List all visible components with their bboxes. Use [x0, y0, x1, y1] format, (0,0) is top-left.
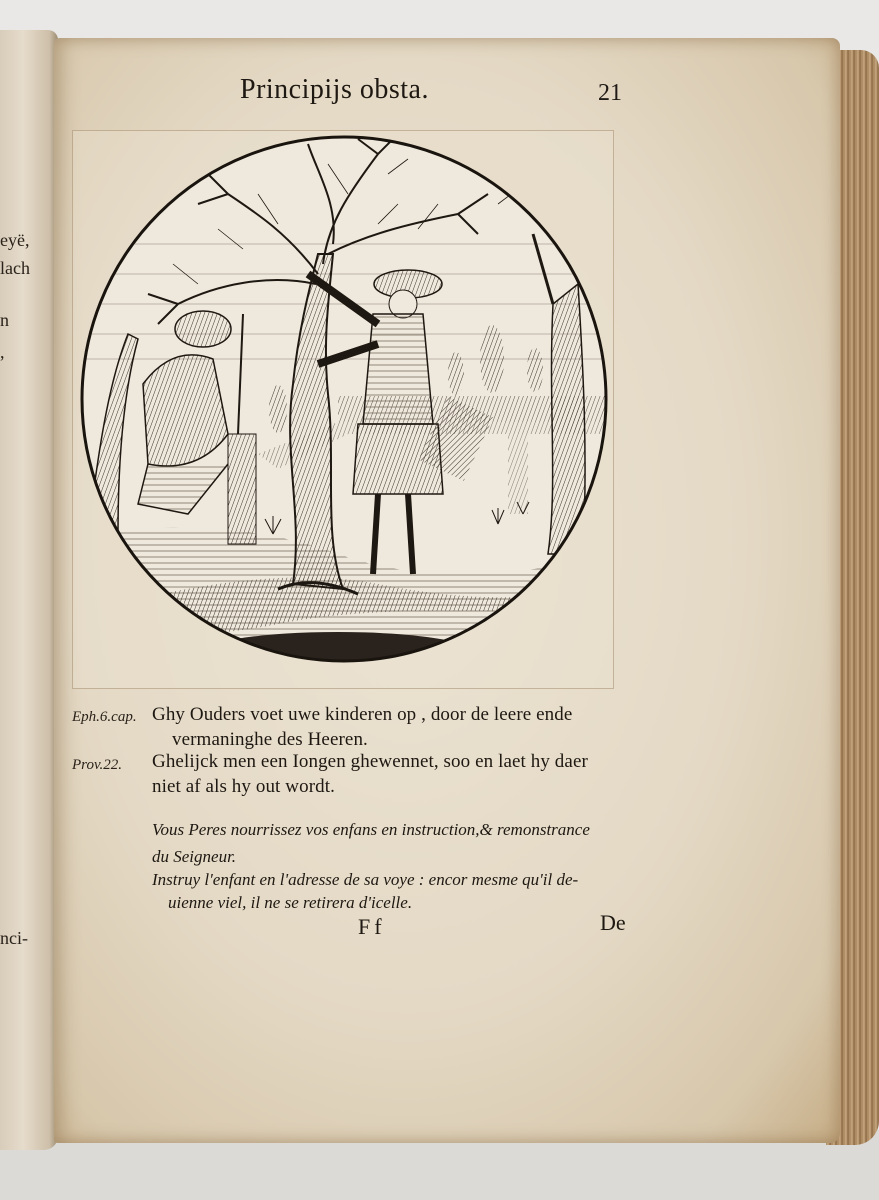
left-page-fragment: , — [0, 342, 5, 362]
left-page-edge — [0, 30, 58, 1150]
left-page-fragment: nci- — [0, 928, 28, 948]
dutch-text-line: niet af als hy out wordt. — [152, 776, 335, 797]
dutch-text-line: vermaninghe des Heeren. — [172, 729, 368, 750]
left-page-fragment: lach — [0, 258, 30, 278]
french-text-line: du Seigneur. — [152, 847, 237, 866]
margin-reference: Eph.6.cap. — [72, 709, 137, 725]
page-number: 21 — [598, 80, 622, 106]
margin-reference: Prov.22. — [72, 757, 122, 773]
left-page-fragment: eyë, — [0, 230, 30, 250]
page-title: Principijs obsta. — [240, 74, 429, 105]
dutch-text-line: Ghelijck men een Iongen ghewennet, soo en laet hy daer — [152, 751, 588, 772]
catchword: De — [600, 910, 626, 935]
left-page-fragment: n — [0, 310, 9, 330]
french-text-line: Vous Peres nourrissez vos enfans en instruction,& remonstrance — [152, 820, 590, 839]
engraving-illustration-icon — [78, 134, 614, 674]
signature-mark: Ff — [358, 914, 386, 939]
french-text-line: Instruy l'enfant en l'adresse de sa voye : encor mesme qu'il de- — [152, 870, 579, 889]
dutch-text-line: Ghy Ouders voet uwe kinderen op , door de leere ende — [152, 704, 573, 725]
french-text-line: uienne viel, il ne se retirera d'icelle. — [168, 893, 413, 912]
